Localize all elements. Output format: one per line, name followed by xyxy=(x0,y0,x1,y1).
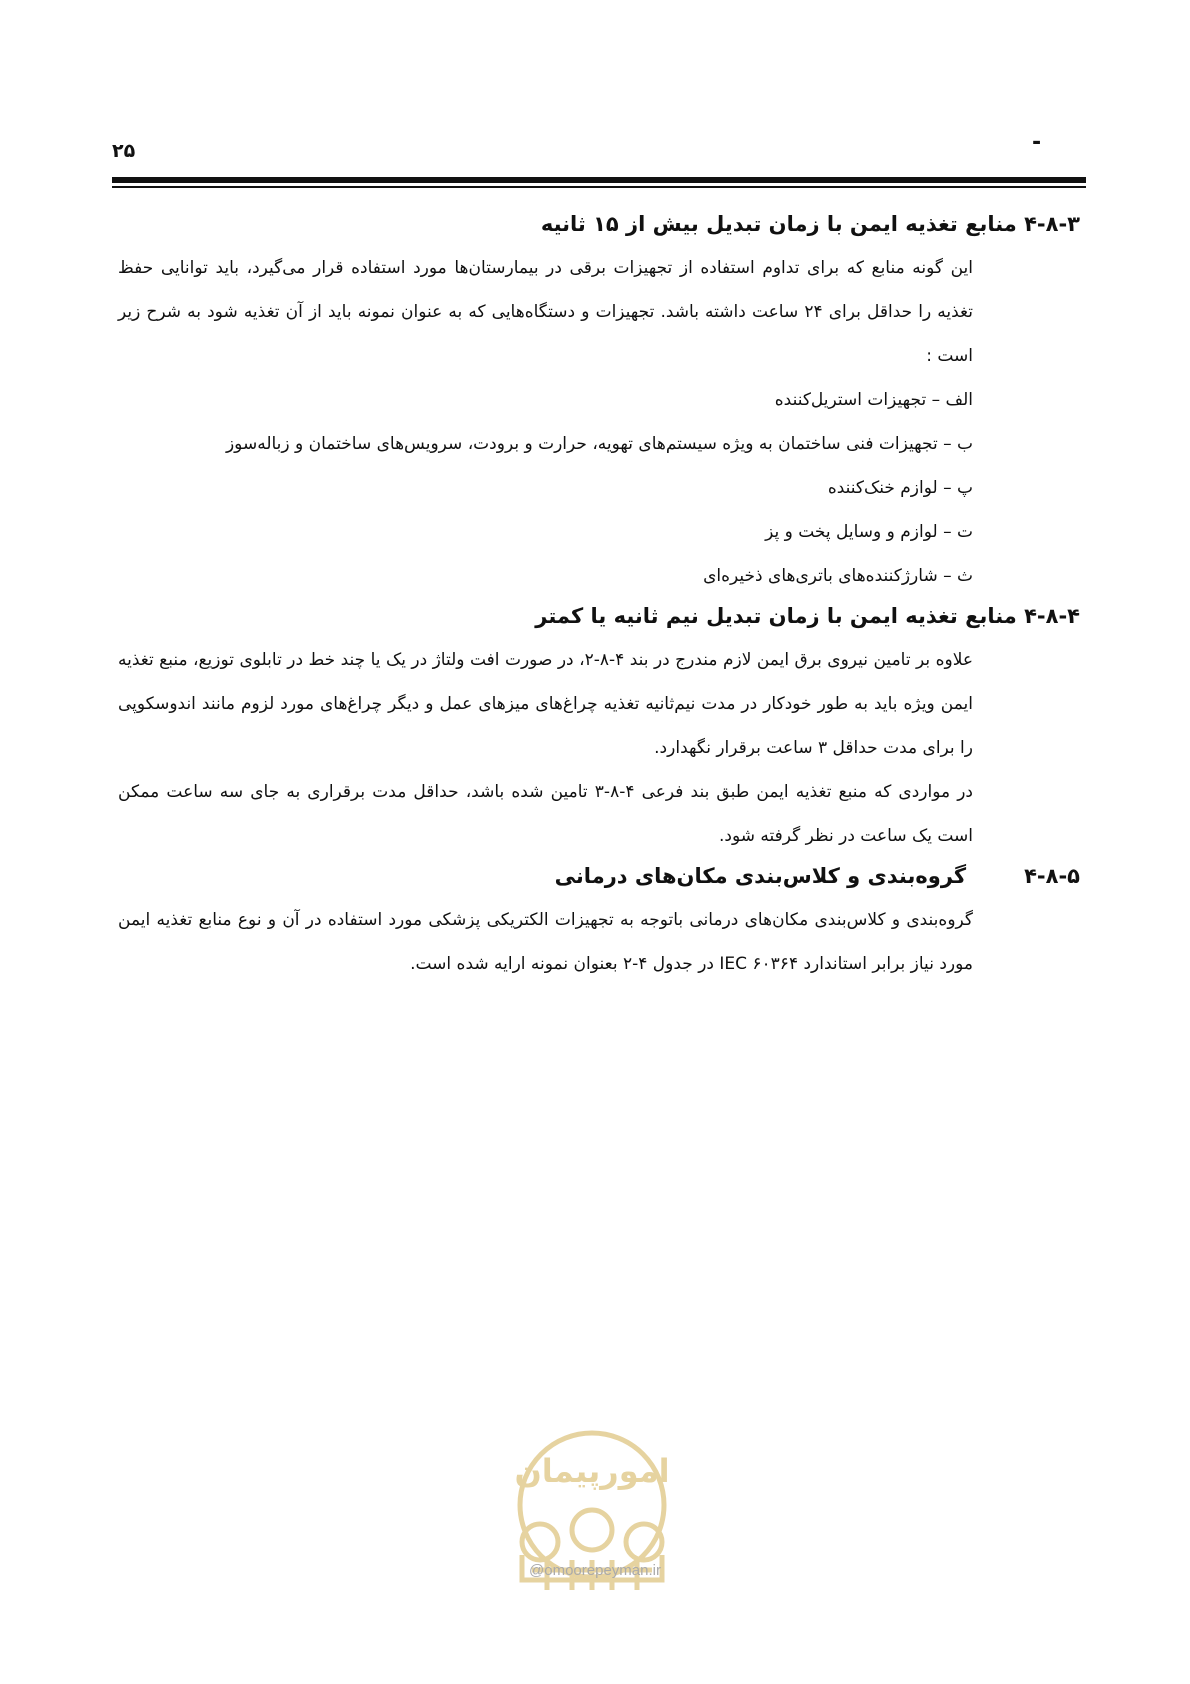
section-3-heading: ۴-۸-۳ منابع تغذیه ایمن با زمان تبدیل بیش از ۱۵ ثانیه xyxy=(540,212,1080,236)
section-3-intro: این گونه منابع که برای تداوم استفاده از تجهیزات برقی در بیمارستان‌ها مورد استفاده قرار می‌گیرد، باید توانایی حفظ تغذیه را حداقل برای ۲۴ ساعت داشته باشد. تجهیزات و دستگاه‌هایی که به عنوان نمونه باید از آن تغذیه شود به شرح زیر است : xyxy=(118,258,973,366)
logo-text: امورپیمان xyxy=(514,1452,670,1490)
section-5-heading xyxy=(118,858,1080,894)
section-4-heading: ۴-۸-۴ منابع تغذیه ایمن با زمان تبدیل نیم ثانیه یا کمتر xyxy=(535,604,1080,628)
list-item: ث – شارژکننده‌های باتری‌های ذخیره‌ای xyxy=(703,566,973,586)
document-body xyxy=(118,206,1080,986)
header-rule-thick xyxy=(112,177,1086,183)
page-number: ۲۵ xyxy=(112,140,136,162)
gears-seal-logo-icon xyxy=(492,1420,692,1650)
header-rule-thin xyxy=(112,186,1086,188)
section-4-paragraph-2: در مواردی که منبع تغذیه ایمن طبق بند فرعی ۴-۸-۳ تامین شده باشد، حداقل مدت برقراری به جای سه ساعت ممکن است یک ساعت در نظر گرفته شود. xyxy=(118,782,973,846)
list-item: الف – تجهیزات استریل‌کننده xyxy=(774,390,973,410)
section-5-title: گروه‌بندی و کلاس‌بندی مکان‌های درمانی xyxy=(554,864,967,888)
section-5-number: ۴-۸-۵ xyxy=(1024,864,1080,888)
list-item: پ – لوازم خنک‌کننده xyxy=(827,478,973,498)
section-4-paragraph-1: علاوه بر تامین نیروی برق ایمن لازم مندرج در بند ۴-۸-۲، در صورت افت ولتاژ در یک یا چند خط در تابلوی توزیع، منبع تغذیه ایمن ویژه باید به طور خودکار در مدت نیم‌ثانیه تغذیه چراغ‌های میزهای عمل و دیگر چراغ‌های مورد لزوم مانند اندوسکوپی را برای مدت حداقل ۳ ساعت برقرار نگهدارد. xyxy=(118,650,974,758)
header-mark: - xyxy=(1032,130,1042,155)
section-5-paragraph: گروه‌بندی و کلاس‌بندی مکان‌های درمانی باتوجه به تجهیزات الکتریکی پزشکی مورد استفاده در آن و نوع منابع تغذیه ایمن مورد نیاز برابر استاندارد IEC ۶۰۳۶۴ در جدول ۴-۲ بعنوان نمونه ارایه شده است. xyxy=(118,910,973,974)
watermark-url: @omoorepeyman.ir xyxy=(529,1562,661,1579)
list-item: ب – تجهیزات فنی ساختمان به ویژه سیستم‌های تهویه، حرارت و برودت، سرویس‌های ساختمان و زباله‌سوز xyxy=(225,434,973,454)
list-item: ت – لوازم و وسایل پخت و پز xyxy=(765,522,973,542)
